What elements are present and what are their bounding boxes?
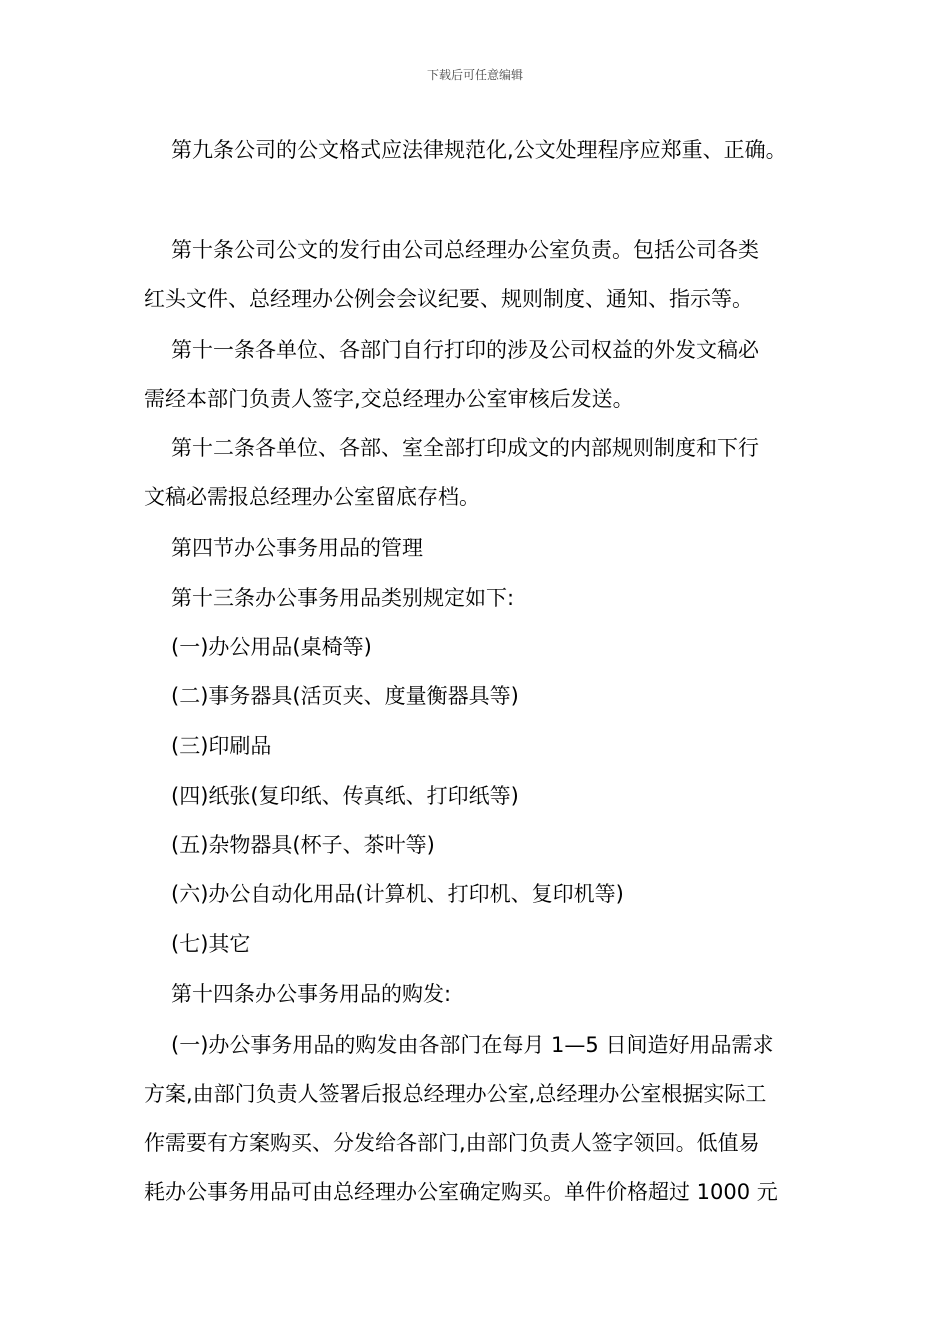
- article-13: [144, 574, 814, 623]
- list-item-3: [144, 722, 814, 771]
- article-12: [144, 424, 814, 522]
- text-line: 第十一条各单位、各部门自行打印的涉及公司权益的外发文稿必: [171, 338, 759, 362]
- text-line: (一)办公用品(桌椅等): [171, 635, 372, 659]
- text-line: 作需要有方案购买、分发给各部门,由部门负责人签字领回。低值易: [144, 1131, 760, 1155]
- text-line: (七)其它: [171, 932, 251, 956]
- text-line: 需经本部门负责人签字,交总经理办公室审核后发送。: [144, 387, 634, 411]
- text-line: 第四节办公事务用品的管理: [171, 536, 423, 560]
- text-line: 第九条公司的公文格式应法律规范化,公文处理程序应郑重、正确。: [171, 138, 787, 162]
- text-line: (五)杂物器具(杯子、茶叶等): [171, 833, 435, 857]
- article-9: [144, 126, 814, 175]
- text-line: (四)纸张(复印纸、传真纸、打印纸等): [171, 784, 519, 808]
- page-header: 下载后可任意编辑: [426, 68, 523, 82]
- article-14: [144, 970, 814, 1019]
- text-line: 第十条公司公文的发行由公司总经理办公室负责。包括公司各类: [171, 238, 759, 262]
- text-line: 第十二条各单位、各部、室全部打印成文的内部规则制度和下行: [171, 436, 759, 460]
- list-item-6: [144, 870, 814, 919]
- text-line: (三)印刷品: [171, 734, 272, 758]
- text-line: 方案,由部门负责人签署后报总经理办公室,总经理办公室根据实际工: [144, 1082, 767, 1106]
- text-line: (二)事务器具(活页夹、度量衡器具等): [171, 684, 519, 708]
- article-10: [144, 226, 814, 324]
- list-item-1: [144, 623, 814, 672]
- text-line: 耗办公事务用品可由总经理办公室确定购买。单件价格超过 1000 元: [144, 1180, 778, 1204]
- article-14-item-1: [144, 1021, 814, 1217]
- text-line: 第十三条办公事务用品类别规定如下:: [171, 586, 515, 610]
- list-item-4: [144, 772, 814, 821]
- text-line: (六)办公自动化用品(计算机、打印机、复印机等): [171, 882, 624, 906]
- text-line: 第十四条办公事务用品的购发:: [171, 982, 452, 1006]
- text-line: 红头文件、总经理办公例会会议纪要、规则制度、通知、指示等。: [144, 287, 753, 311]
- article-11: [144, 326, 814, 424]
- text-line: (一)办公事务用品的购发由各部门在每月 1—5 日间造好用品需求: [171, 1033, 774, 1057]
- section-4-heading: [144, 524, 814, 573]
- text-line: 文稿必需报总经理办公室留底存档。: [144, 485, 480, 509]
- list-item-7: [144, 920, 814, 969]
- list-item-2: [144, 672, 814, 721]
- list-item-5: [144, 821, 814, 870]
